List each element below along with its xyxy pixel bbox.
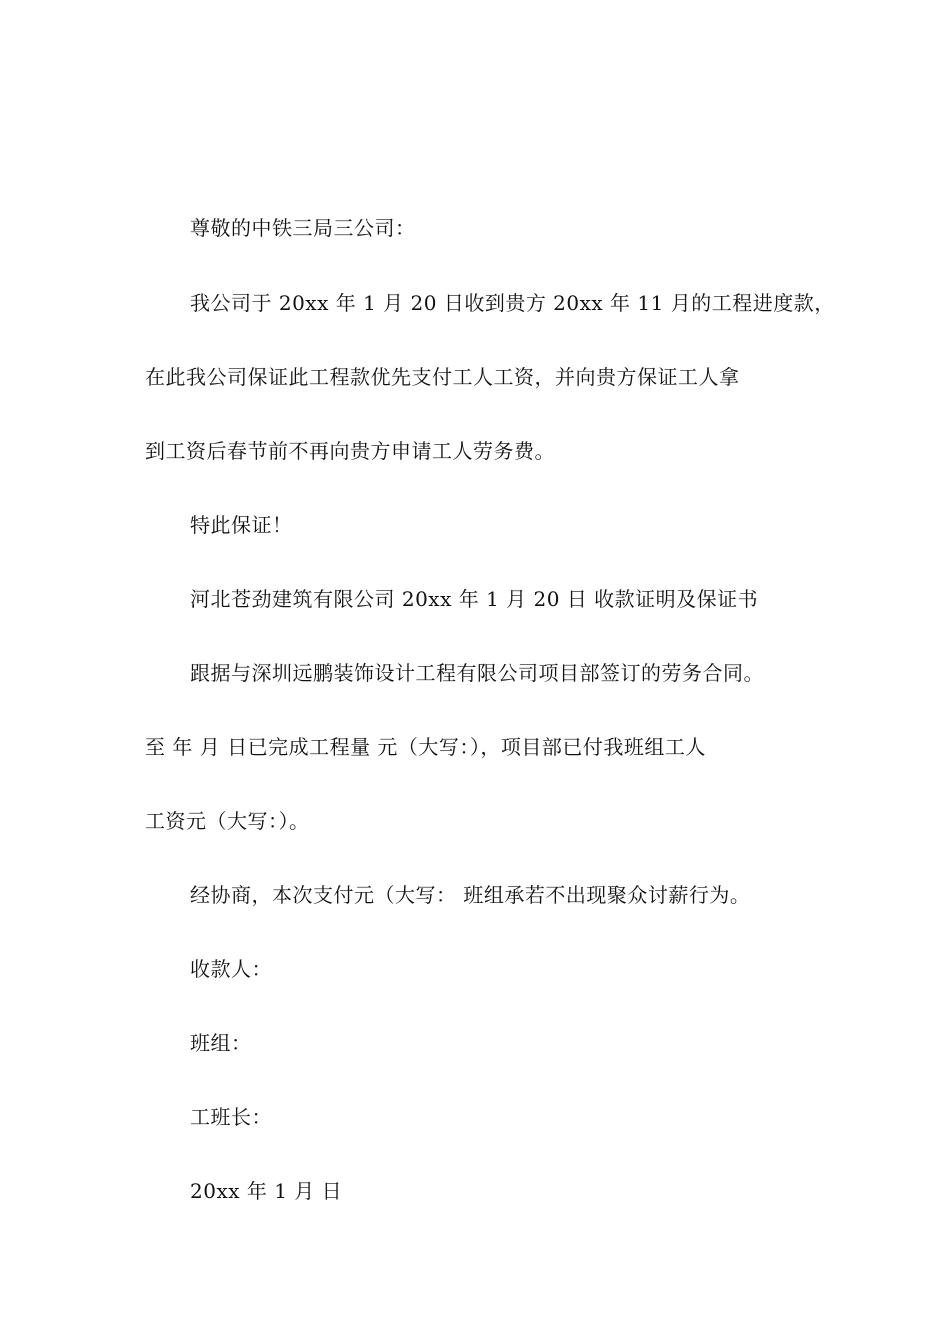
foreman-label: 工班长： [190, 1105, 272, 1129]
paragraph-2-line-3: 工资元（大写：）。 [145, 809, 310, 833]
payee-label: 收款人： [190, 957, 272, 981]
paragraph-1-line-1: 我公司于 20xx 年 1 月 20 日收到贵方 20xx 年 11 月的工程进度款， [190, 291, 835, 315]
guarantee-statement: 特此保证！ [190, 513, 293, 537]
paragraph-2-line-2: 至 年 月 日已完成工程量 元（大写：），项目部已付我班组工人 [145, 735, 706, 759]
paragraph-1-line-3: 到工资后春节前不再向贵方申请工人劳务费。 [145, 439, 555, 463]
signature-line: 河北苍劲建筑有限公司 20xx 年 1 月 20 日 收款证明及保证书 [190, 587, 759, 611]
team-label: 班组： [190, 1031, 252, 1055]
paragraph-2-line-1: 跟据与深圳远鹏装饰设计工程有限公司项目部签订的劳务合同。 [190, 661, 764, 685]
date-line: 20xx 年 1 月 日 [190, 1179, 343, 1203]
paragraph-3: 经协商，本次支付元（大写： 班组承若不出现聚众讨薪行为。 [190, 883, 751, 907]
paragraph-1-line-2: 在此我公司保证此工程款优先支付工人工资，并向贵方保证工人拿 [145, 365, 740, 389]
salutation: 尊敬的中铁三局三公司： [190, 216, 416, 240]
